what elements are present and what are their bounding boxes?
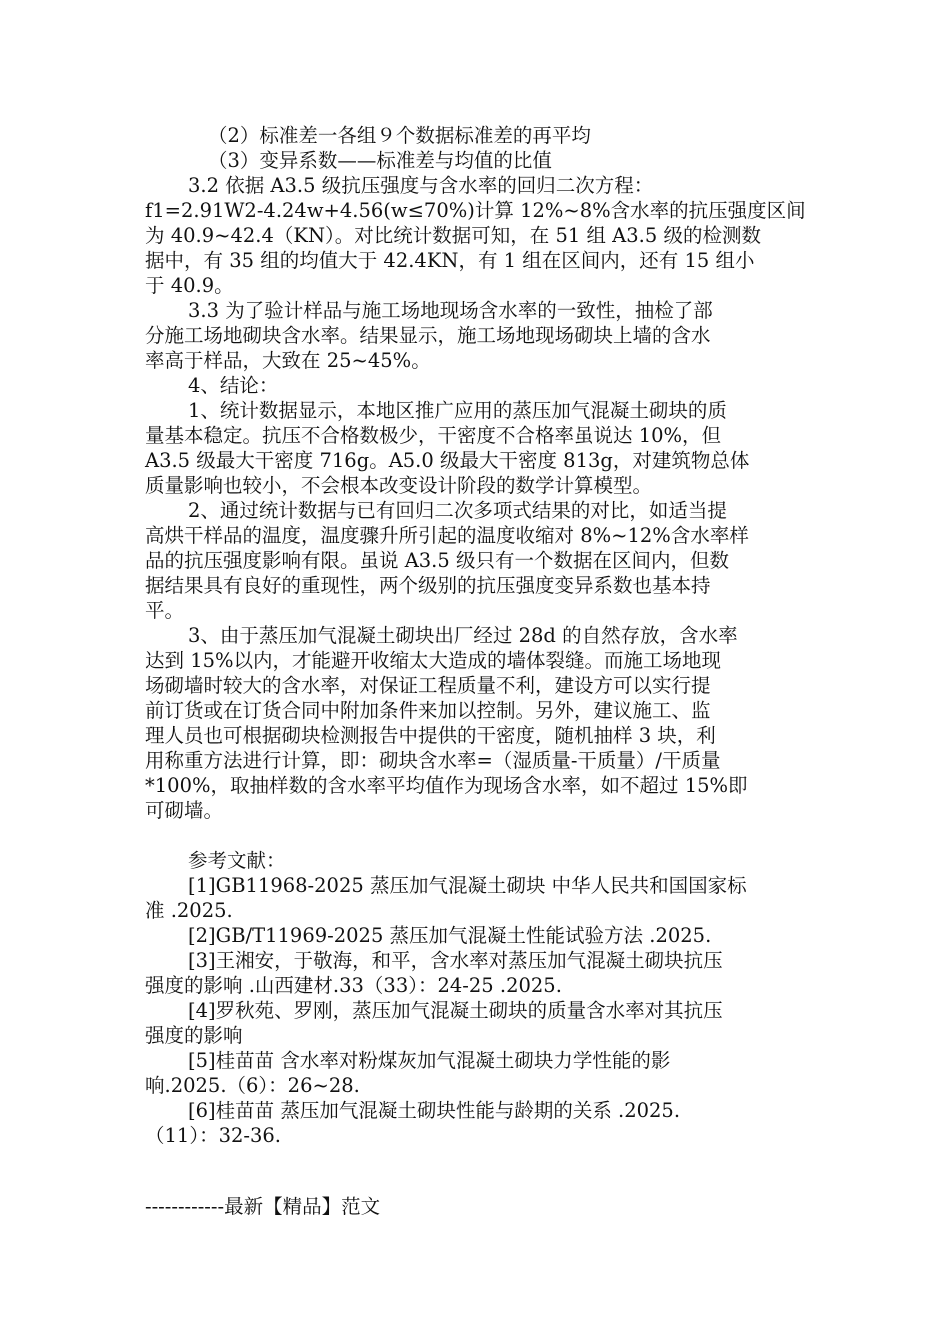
reference-line: 响.2025.（6）：26~28. xyxy=(145,1074,360,1097)
page-footer: ------------最新【精品】范文 xyxy=(145,1195,381,1218)
text-line: 于 40.9。 xyxy=(145,274,234,297)
text-line: 达到 15%以内，才能避开收缩太大造成的墙体裂缝。而施工场地现 xyxy=(145,649,722,672)
text-line: 前订货或在订货合同中附加条件来加以控制。另外，建议施工、监 xyxy=(145,699,711,722)
text-line: 1、统计数据显示，本地区推广应用的蒸压加气混凝土砌块的质 xyxy=(188,399,727,422)
text-line: 3、由于蒸压加气混凝土砌块出厂经过 28d 的自然存放，含水率 xyxy=(188,624,738,647)
text-line: 分施工场地砌块含水率。结果显示，施工场地现场砌块上墙的含水 xyxy=(145,324,711,347)
section-heading: 3.3 为了验计样品与施工场地现场含水率的一致性，抽检了部 xyxy=(188,299,713,322)
text-line: 量基本稳定。抗压不合格数极少，干密度不合格率虽说达 10%，但 xyxy=(145,424,722,447)
text-line: 理人员也可根据砌块检测报告中提供的干密度，随机抽样 3 块，利 xyxy=(145,724,716,747)
reference-line: [1]GB11968-2025 蒸压加气混凝土砌块 中华人民共和国国家标 xyxy=(188,874,747,897)
section-heading: 3.2 依据 A3.5 级抗压强度与含水率的回归二次方程： xyxy=(188,174,654,197)
text-line: A3.5 级最大干密度 716g。A5.0 级最大干密度 813g，对建筑物总体 xyxy=(145,449,750,472)
section-heading: 4、结论： xyxy=(188,374,279,397)
text-line: f1=2.91W2-4.24w+4.56(w≤70%)计算 12%~8%含水率的抗压强度区间 xyxy=(145,199,806,222)
text-line: 2、通过统计数据与已有回归二次多项式结果的对比，如适当提 xyxy=(188,499,727,522)
text-line: *100%，取抽样数的含水率平均值作为现场含水率，如不超过 15%即 xyxy=(145,774,748,797)
reference-line: [2]GB/T11969-2025 蒸压加气混凝土性能试验方法 .2025. xyxy=(188,924,712,947)
reference-line: （11）：32-36. xyxy=(145,1124,281,1147)
text-line: 用称重方法进行计算，即：砌块含水率=（湿质量-干质量）/干质量 xyxy=(145,749,721,772)
text-line: 品的抗压强度影响有限。虽说 A3.5 级只有一个数据在区间内，但数 xyxy=(145,549,729,572)
text-line: 质量影响也较小，不会根本改变设计阶段的数学计算模型。 xyxy=(145,474,653,497)
reference-line: [3]王湘安，于敬海，和平，含水率对蒸压加气混凝土砌块抗压 xyxy=(188,949,723,972)
reference-line: 准 .2025. xyxy=(145,899,233,922)
reference-line: 强度的影响 xyxy=(145,1024,243,1047)
text-line: 高烘干样品的温度，温度骤升所引起的温度收缩对 8%~12%含水率样 xyxy=(145,524,749,547)
reference-line: [6]桂苗苗 蒸压加气混凝土砌块性能与龄期的关系 .2025. xyxy=(188,1099,681,1122)
text-line: 为 40.9~42.4（KN）。对比统计数据可知，在 51 组 A3.5 级的检测数 xyxy=(145,224,761,247)
text-line: （2）标准差一各组９个数据标准差的再平均 xyxy=(208,124,591,147)
reference-line: 强度的影响 .山西建材.33（33）：24-25 .2025. xyxy=(145,974,562,997)
text-line: 据中，有 35 组的均值大于 42.4KN，有 1 组在区间内，还有 15 组小 xyxy=(145,249,755,272)
references-heading: 参考文献： xyxy=(188,849,286,872)
text-line: 可砌墙。 xyxy=(145,799,224,822)
text-line: 据结果具有良好的重现性，两个级别的抗压强度变异系数也基本持 xyxy=(145,574,711,597)
reference-line: [4]罗秋苑、罗刚，蒸压加气混凝土砌块的质量含水率对其抗压 xyxy=(188,999,723,1022)
reference-line: [5]桂苗苗 含水率对粉煤灰加气混凝土砌块力学性能的影 xyxy=(188,1049,671,1072)
text-line: （3）变异系数——标准差与均值的比值 xyxy=(208,149,552,172)
text-line: 场砌墙时较大的含水率，对保证工程质量不利，建设方可以实行提 xyxy=(145,674,711,697)
text-line: 平。 xyxy=(145,599,185,622)
text-line: 率高于样品，大致在 25~45%。 xyxy=(145,349,431,372)
